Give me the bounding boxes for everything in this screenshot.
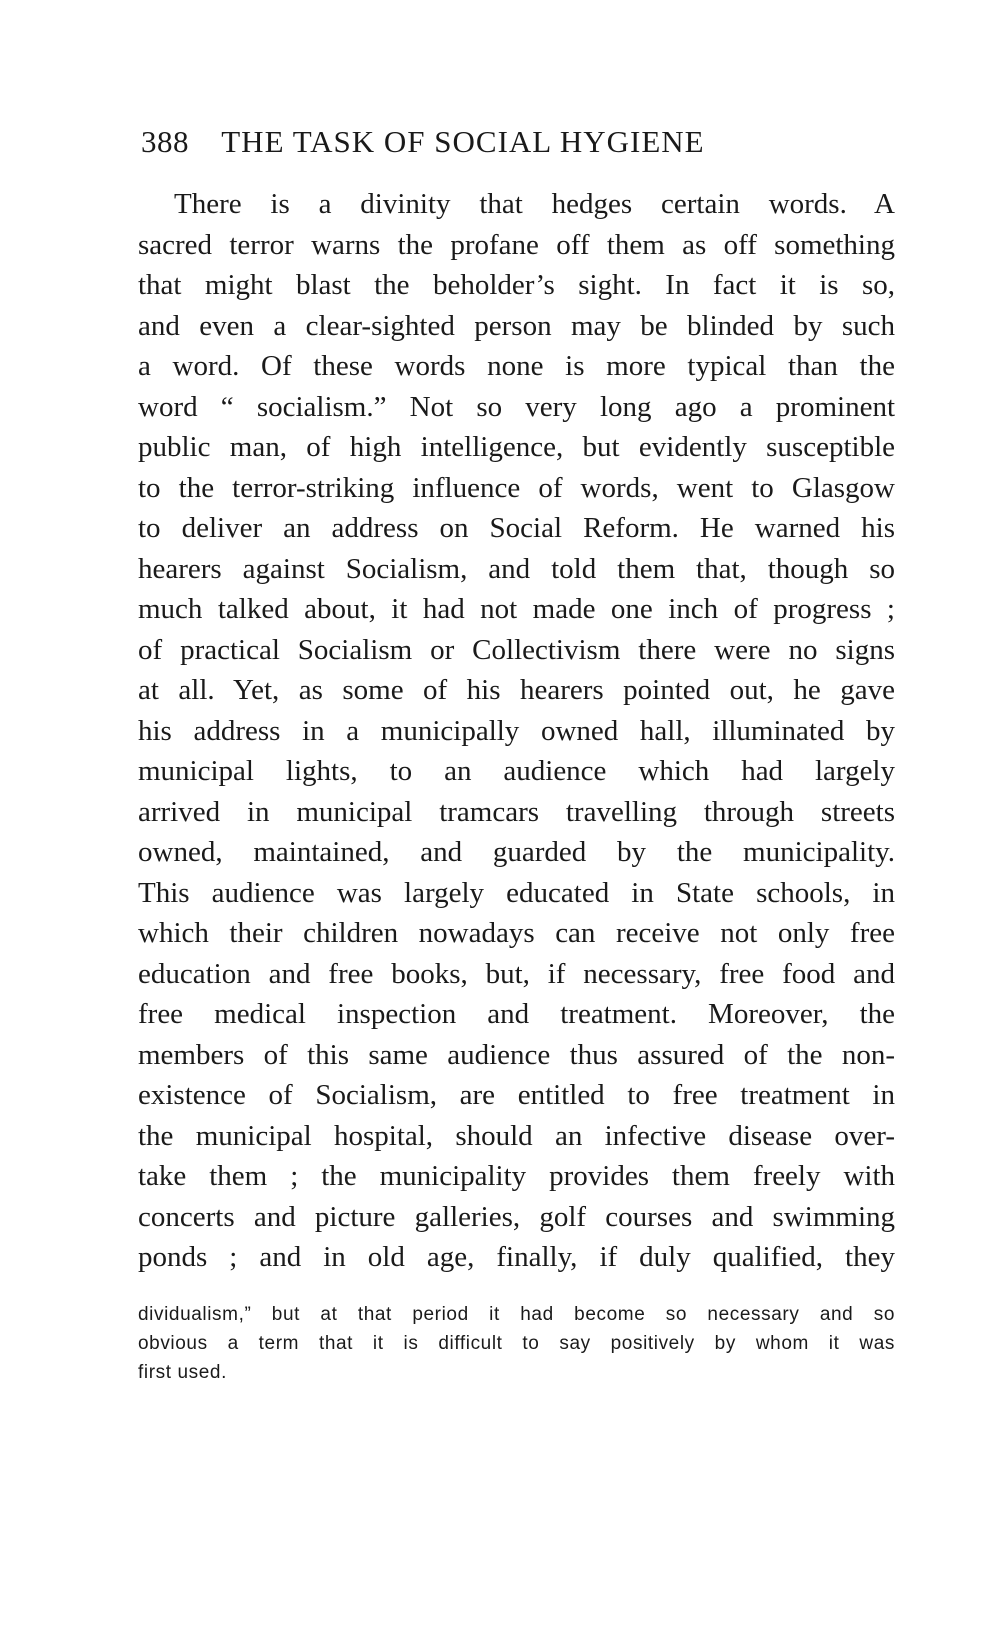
text-line: of practical Socialism or Collectivism there were no signs: [138, 633, 895, 666]
text-line: and even a clear-sighted person may be blinded by such: [138, 309, 895, 342]
text-line: public man, of high intelligence, but evidently susceptible: [138, 431, 895, 463]
text-line: his address in a municipally owned hall, illuminated by: [138, 714, 895, 747]
text-line: a word. Of these words none is more typical than the: [138, 350, 895, 382]
text-line: members of this same audience thus assured of the non-: [138, 1038, 895, 1071]
text-line: concerts and picture galleries, golf courses and swimming: [138, 1200, 895, 1233]
footnote-line: first used.: [138, 1362, 227, 1383]
text-line: which their children nowadays can receive not only free: [138, 917, 895, 949]
text-line: municipal lights, to an audience which had largely: [138, 755, 895, 787]
text-line: at all. Yet, as some of his hearers pointed out, he gave: [138, 674, 895, 706]
text-line: take them ; the municipality provides them freely with: [138, 1160, 895, 1192]
text-line: ponds ; and in old age, finally, if duly qualified, they: [138, 1241, 895, 1273]
text-line: There is a divinity that hedges certain words. A: [174, 188, 895, 220]
body-text: [138, 184, 895, 1278]
text-line: This audience was largely educated in State schools, in: [138, 876, 895, 909]
text-line: to the terror-striking influence of words, went to Glasgow: [138, 471, 895, 504]
text-line: word “ socialism.” Not so very long ago a prominent: [138, 390, 895, 423]
page-header: [141, 124, 901, 168]
text-line: hearers against Socialism, and told them that, though so: [138, 552, 895, 585]
text-line: free medical inspection and treatment. Moreover, the: [138, 998, 895, 1030]
footnote-line: obvious a term that it is difficult to say positively by whom it was: [138, 1333, 895, 1354]
text-line: that might blast the beholder’s sight. In fact it is so,: [138, 269, 895, 301]
text-line: the municipal hospital, should an infective disease over-: [138, 1119, 895, 1152]
running-title: THE TASK OF SOCIAL HYGIENE: [221, 124, 705, 159]
text-line: existence of Socialism, are entitled to free treatment in: [138, 1079, 895, 1111]
text-line: education and free books, but, if necessary, free food and: [138, 957, 895, 990]
footnote: [138, 1300, 895, 1387]
page-number: 388: [141, 124, 189, 159]
footnote-line: dividualism,” but at that period it had become so necessary and so: [138, 1304, 895, 1325]
text-line: to deliver an address on Social Reform. He warned his: [138, 512, 895, 544]
text-line: much talked about, it had not made one inch of progress ;: [138, 593, 895, 625]
text-line: sacred terror warns the profane off them as off something: [138, 228, 895, 261]
text-line: owned, maintained, and guarded by the municipality.: [138, 836, 895, 868]
text-line: arrived in municipal tramcars travelling through streets: [138, 795, 895, 828]
